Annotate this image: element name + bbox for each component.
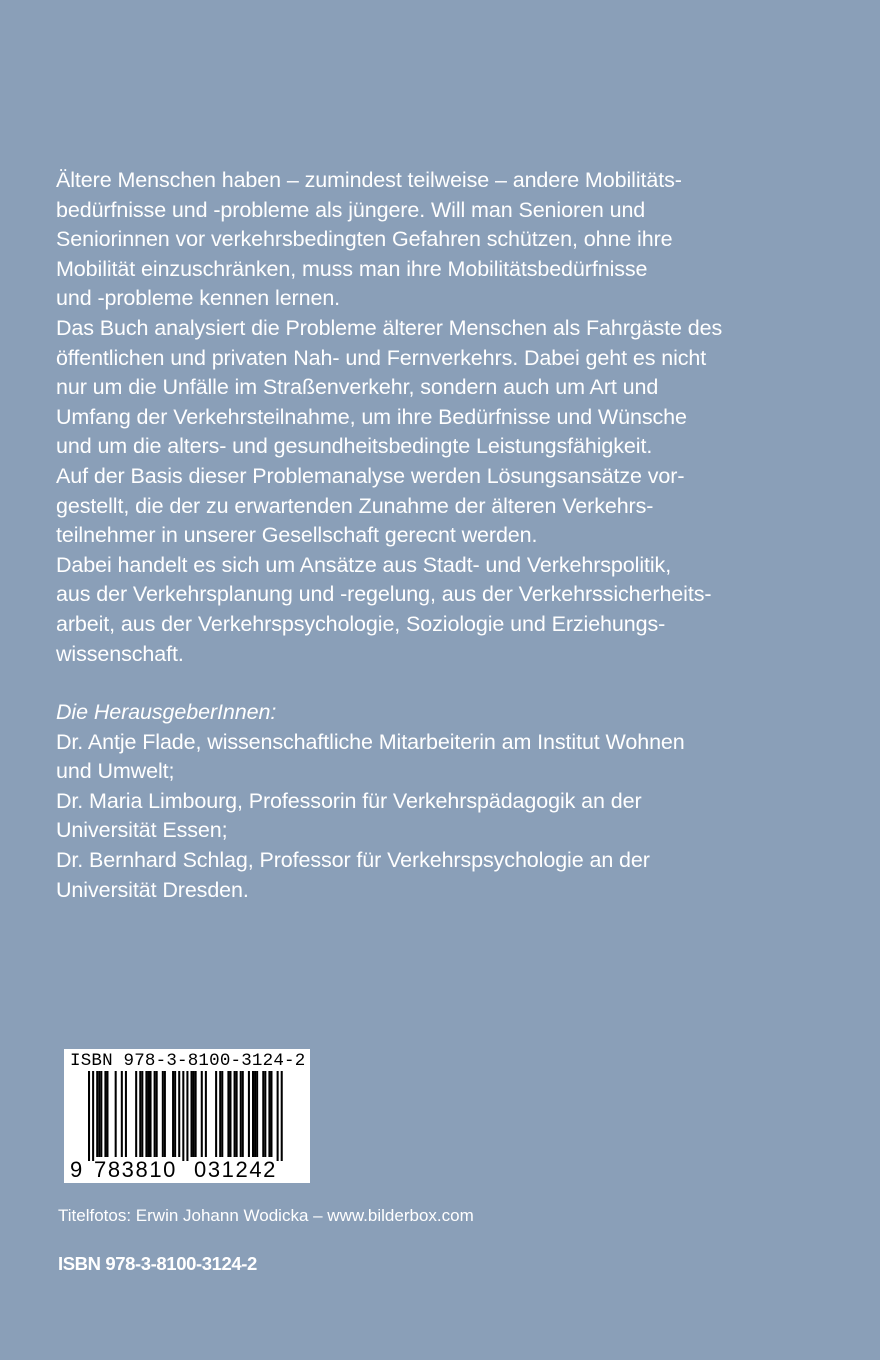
editor-line: Dr. Antje Flade, wissenschaftliche Mitarbeiterin am Institut Wohnen <box>56 729 685 754</box>
barcode-bars <box>64 1071 310 1161</box>
barcode-bar <box>98 1071 100 1157</box>
barcode-bar <box>156 1071 158 1157</box>
barcode-bar <box>106 1071 108 1157</box>
barcode-bar <box>139 1071 141 1157</box>
barcode-bar <box>164 1071 166 1157</box>
barcode-bar <box>277 1071 279 1161</box>
barcode-bar <box>147 1071 149 1157</box>
barcode-bar <box>268 1071 270 1157</box>
barcode-bar <box>96 1071 98 1157</box>
barcode-bar <box>193 1071 195 1157</box>
blurb <box>56 166 846 669</box>
isbn-barcode <box>64 1049 310 1183</box>
editors-section <box>56 698 846 905</box>
blurb-line: und um die alters- und gesundheitsbedingte Leistungsfähigkeit. <box>56 434 653 459</box>
blurb-line: gestellt, die der zu erwartenden Zunahme der älteren Verkehrs- <box>56 493 654 518</box>
barcode-bar <box>227 1071 229 1157</box>
barcode-digits-left: 783810 <box>94 1157 178 1182</box>
barcode-bar <box>121 1071 123 1157</box>
barcode-digit-first: 9 <box>70 1157 83 1182</box>
barcode-bar <box>270 1071 272 1157</box>
barcode-bar <box>88 1071 90 1161</box>
blurb-line: Umfang der Verkehrsteilnahme, um ihre Bedürfnisse und Wünsche <box>56 404 687 429</box>
barcode-bar <box>145 1071 147 1157</box>
barcode-bar <box>174 1071 176 1157</box>
editor-line: Universität Dresden. <box>56 877 249 902</box>
photo-credits: Titelfotos: Erwin Johann Wodicka – www.bilderbox.com <box>58 1206 474 1225</box>
barcode-bar <box>264 1071 266 1157</box>
barcode-bar <box>178 1071 180 1157</box>
barcode-bar <box>254 1071 256 1157</box>
editor-line: Universität Essen; <box>56 818 228 843</box>
blurb-line: nur um die Unfälle im Straßenverkehr, sondern auch um Art und <box>56 375 659 400</box>
barcode-bar <box>182 1071 184 1161</box>
blurb-line: Ältere Menschen haben – zumindest teilweise – andere Mobilitäts- <box>56 168 682 192</box>
barcode-bar <box>115 1071 117 1157</box>
barcode-bar <box>262 1071 264 1157</box>
blurb-line: wissenschaft. <box>56 641 184 666</box>
barcode-bar <box>234 1071 236 1157</box>
blurb-line: aus der Verkehrsplanung und -regelung, aus der Verkehrssicherheits- <box>56 582 712 607</box>
blurb-line: Seniorinnen vor verkehrsbedingten Gefahren schützen, ohne ihre <box>56 227 673 252</box>
barcode-bar <box>256 1071 258 1157</box>
barcode-bar <box>236 1071 238 1157</box>
blurb-line: öffentlichen und privaten Nah- und Fernverkehrs. Dabei geht es nicht <box>56 345 707 370</box>
barcode-bar <box>195 1071 197 1157</box>
blurb-line: Mobilität einzuschränken, muss man ihre Mobilitätsbedürfnisse <box>56 256 648 281</box>
barcode-bar <box>229 1071 231 1157</box>
editor-line: und Umwelt; <box>56 759 175 784</box>
blurb-line: und -probleme kennen lernen. <box>56 286 341 311</box>
editor-line: Dr. Maria Limbourg, Professorin für Verkehrspädagogik an der <box>56 788 642 813</box>
barcode-bar <box>191 1071 193 1157</box>
barcode-isbn-label: ISBN 978-3-8100-3124-2 <box>70 1051 306 1071</box>
barcode-bar <box>154 1071 156 1157</box>
barcode-bar <box>162 1071 164 1157</box>
blurb-line: Auf der Basis dieser Problemanalyse werden Lösungsansätze vor- <box>56 463 685 488</box>
blurb-line: Das Buch analysiert die Probleme älterer Menschen als Fahrgäste des <box>56 315 723 340</box>
barcode-bar <box>125 1071 127 1157</box>
barcode-bar <box>281 1071 283 1161</box>
isbn-text: ISBN 978-3-8100-3124-2 <box>58 1253 257 1274</box>
blurb-line: Dabei handelt es sich um Ansätze aus Stadt- und Verkehrspolitik, <box>56 552 672 577</box>
barcode-bar <box>205 1071 207 1157</box>
editor-line: Dr. Bernhard Schlag, Professor für Verkehrspsychologie an der <box>56 847 650 872</box>
barcode-bar <box>242 1071 244 1157</box>
barcode-digits-right: 031242 <box>194 1157 278 1182</box>
barcode-bar <box>92 1071 94 1161</box>
barcode-bar <box>104 1071 106 1157</box>
barcode-bar <box>240 1071 242 1157</box>
barcode-bar <box>201 1071 203 1157</box>
barcode-bar <box>215 1071 217 1157</box>
blurb-line: teilnehmer in unserer Gesellschaft gerecnt werden. <box>56 523 538 548</box>
barcode-bar <box>248 1071 250 1157</box>
barcode-bar <box>135 1071 137 1157</box>
barcode-bar <box>186 1071 188 1161</box>
editors-heading: Die HerausgeberInnen: <box>56 700 277 724</box>
barcode-bar <box>219 1071 221 1157</box>
barcode-bar <box>100 1071 102 1157</box>
barcode-bar <box>252 1071 254 1157</box>
barcode-bar <box>172 1071 174 1157</box>
barcode-bar <box>221 1071 223 1157</box>
barcode-bar <box>141 1071 143 1157</box>
blurb-line: arbeit, aus der Verkehrspsychologie, Soziologie und Erziehungs- <box>56 611 666 636</box>
barcode-bar <box>150 1071 152 1157</box>
blurb-line: bedürfnisse und -probleme als jüngere. Will man Senioren und <box>56 197 646 222</box>
